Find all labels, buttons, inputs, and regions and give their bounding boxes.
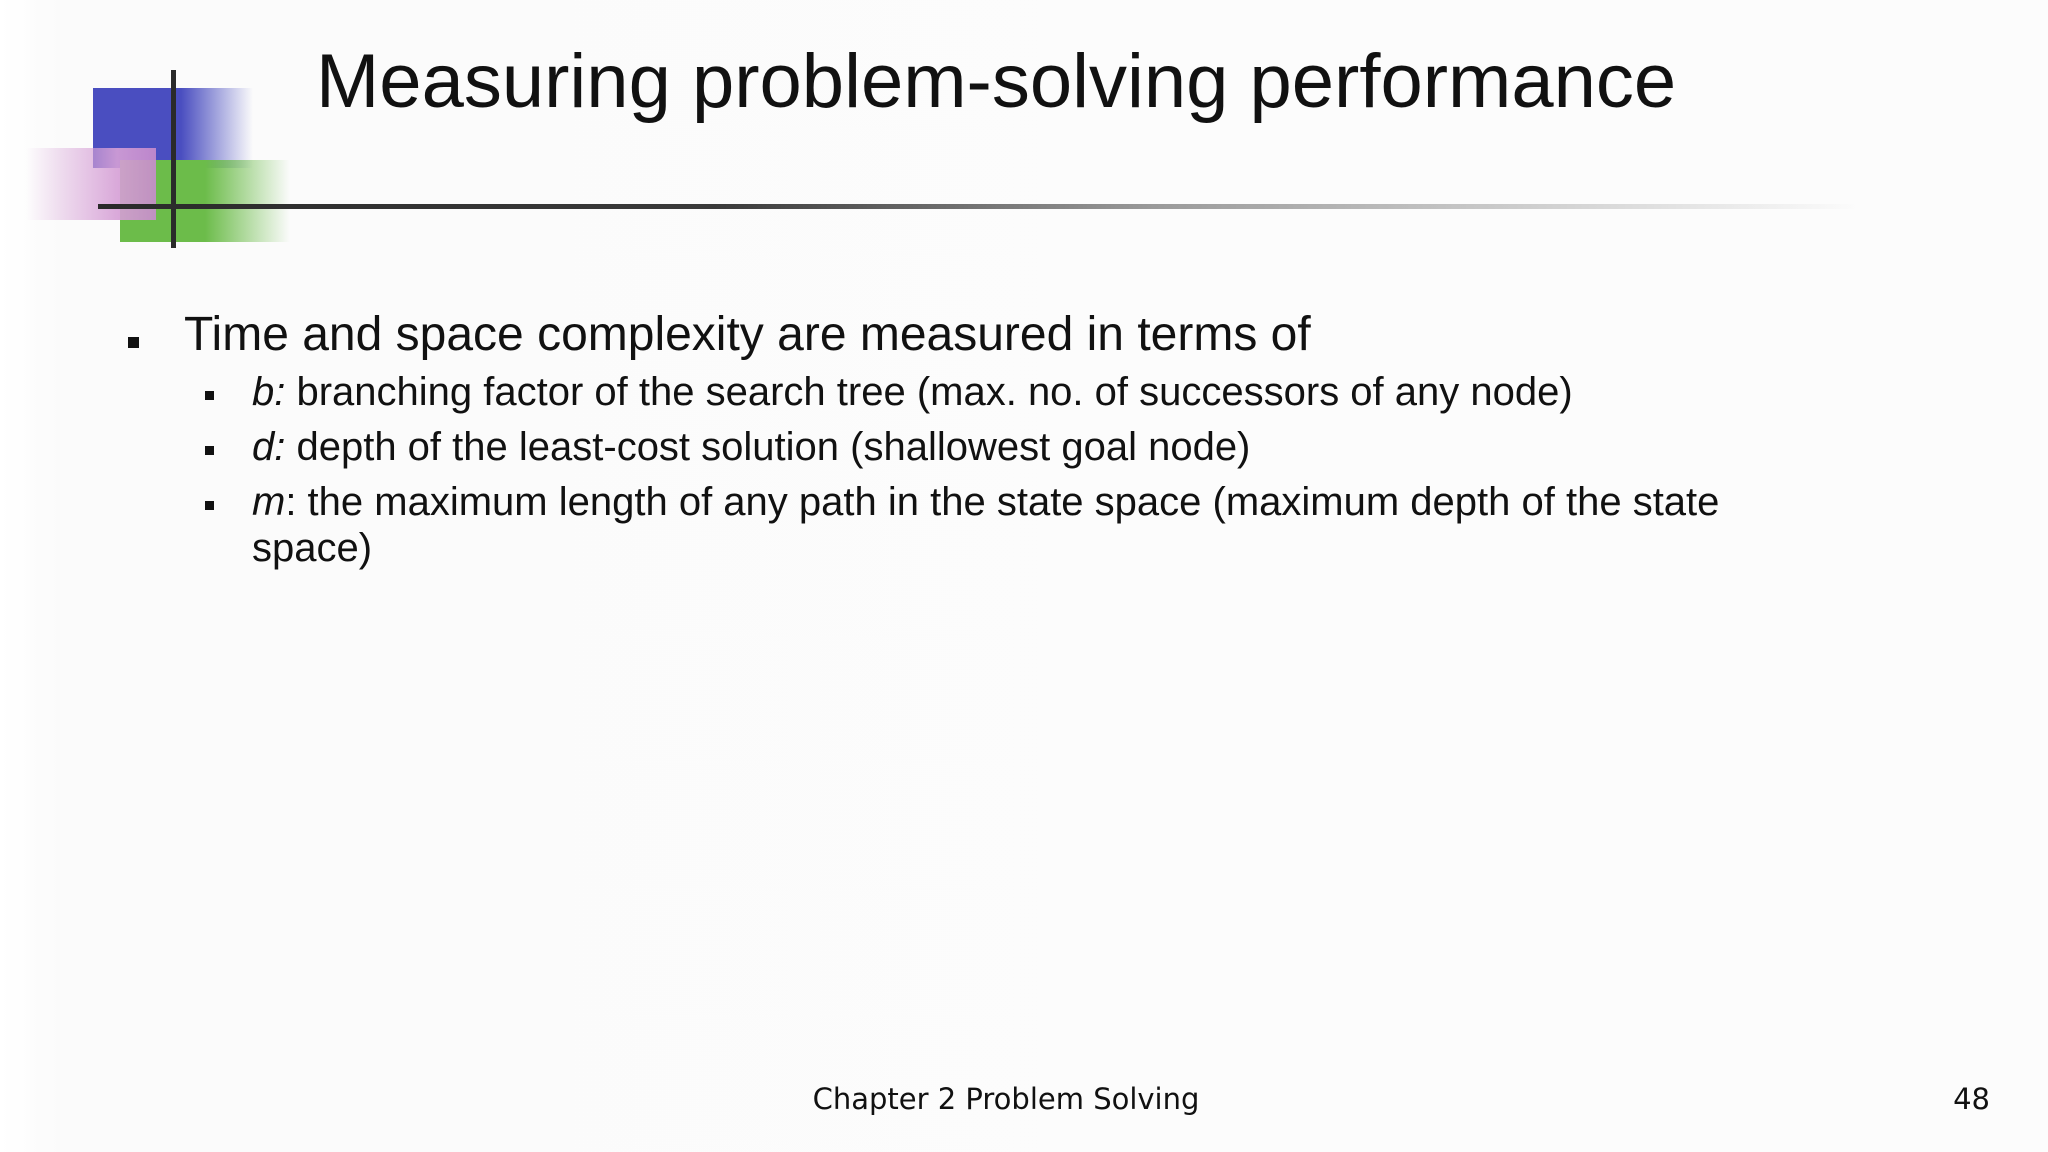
pink-square-decoration xyxy=(26,148,156,220)
sub-bullet-item xyxy=(120,479,1840,571)
slide-title: Measuring problem-solving performance xyxy=(316,39,1677,124)
sub-bullet-item xyxy=(120,369,1840,415)
variable-label: b: xyxy=(252,370,286,414)
sub-bullet-item xyxy=(120,424,1840,470)
square-bullet-icon xyxy=(205,391,214,400)
square-bullet-icon xyxy=(205,446,214,455)
square-bullet-icon xyxy=(205,501,214,510)
vertical-crossline-decoration xyxy=(171,70,176,248)
sub-bullet-text: : the maximum length of any path in the state space (maximum depth of the state space) xyxy=(252,480,1720,570)
variable-label: m xyxy=(252,480,286,524)
slide-body xyxy=(120,305,1840,580)
title-underline-rule xyxy=(98,204,1858,209)
bullet-text: Time and space complexity are measured in terms of xyxy=(184,308,1311,361)
page-number: 48 xyxy=(1953,1082,1990,1116)
bullet-item xyxy=(120,305,1840,365)
decorative-squares-logo xyxy=(0,0,320,260)
sub-bullet-text: depth of the least-cost solution (shallowest goal node) xyxy=(285,425,1251,469)
variable-label: d: xyxy=(252,425,286,469)
footer-chapter-label: Chapter 2 Problem Solving xyxy=(812,1082,1200,1116)
square-bullet-icon xyxy=(128,337,139,348)
sub-bullet-text: branching factor of the search tree (max. no. of successors of any node) xyxy=(285,370,1573,414)
